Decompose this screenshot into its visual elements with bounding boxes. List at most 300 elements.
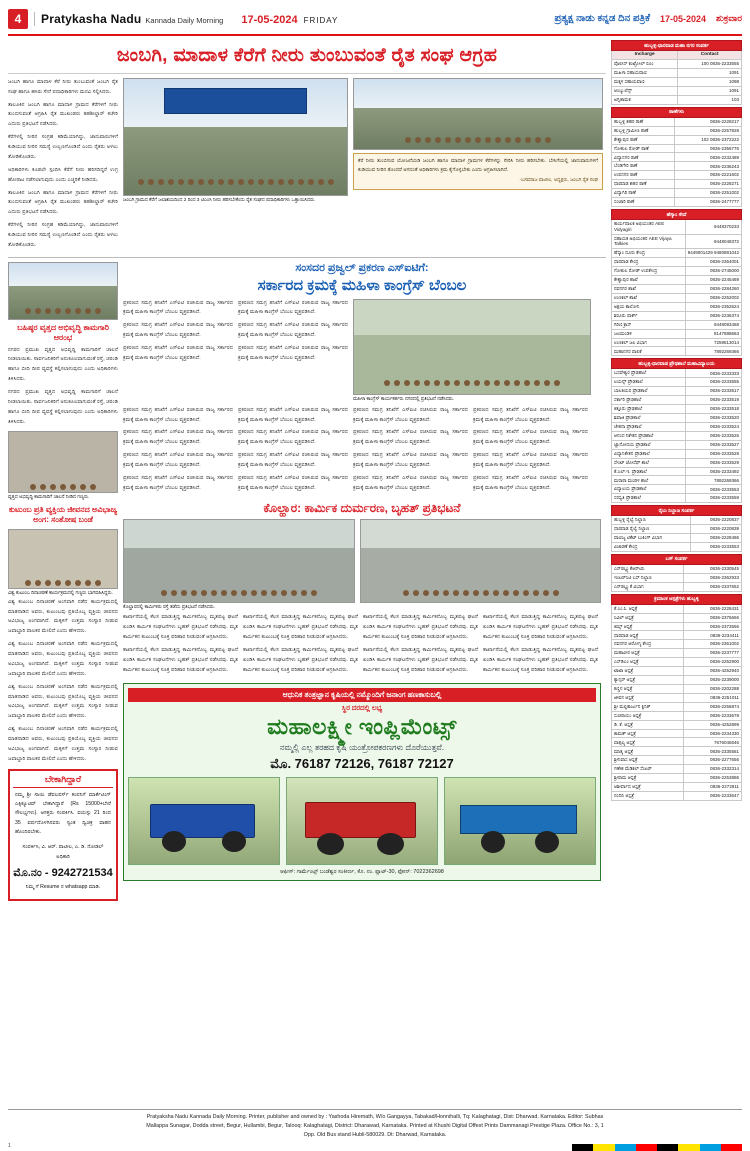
row-label: ವಾಣಿಜ್ಯ ಟಿಕೆಟ್ ಬುಕಿಂಗ್ ವಿಭಾಗ [612,534,691,543]
story-2-col-6 [473,406,588,497]
story-4-headline: ಕೊಲ್ಹಾರ: ಕಾರ್ಮಿಕ ದುರ್ಮರಣ, ಬೃಹತ್ ಪ್ರತಿಭಟನೆ [263,500,461,515]
table-row [612,476,742,485]
story-2-paragraph-2: ಪ್ರಕರಣದ ಸಮಗ್ರ ತನಿಖೆಗೆ ಎಸ್‌ಐಟಿ ರಚಿಸಿರುವ ರಾಜ್ಯ ಸರ್ಕಾರದ ಕ್ರಮಕ್ಕೆ ಮಹಿಳಾ ಕಾಂಗ್ರೆಸ್ ಬೆಂಬಲ ವ್ಯಕ್ತಪಡಿಸಿದೆ. [123,322,233,339]
row-number: 0836-2228217 [674,117,741,126]
row-number: 9448093468 [685,320,741,329]
row-label: ಸರ್ಕಾರಿ ಪ್ರೌಢಶಾಲೆ [612,396,686,405]
story-4-paragraph-6: ಕಾರ್ಖಾನೆಯಲ್ಲಿ ಕೆಲಸ ಮಾಡುತ್ತಿದ್ದ ಕಾರ್ಮಿಕನೊಬ್ಬ ಮೃತಪಟ್ಟ ಘಟನೆ ಖಂಡಿಸಿ ಕಾರ್ಮಿಕ ಸಂಘಟನೆಗಳು ಬೃಹತ್ ಪ್ರತಿಭಟನೆ ನಡೆಸಿದವು. ಮೃತ ಕಾರ್ಮಿಕನ ಕುಟುಂಬಕ್ಕೆ ಸೂಕ್ತ ಪರಿಹಾರ ನೀಡುವಂತೆ ಆಗ್ರಹಿಸಿದರು. [363,647,478,673]
row-label: ಜೀವನ ಆಸ್ಪತ್ರೆ [612,693,684,702]
table-row [612,329,742,338]
footer-page-number: 1 [8,1143,11,1150]
row-number: 102 0836-2372222 [674,135,741,144]
table-row [612,516,742,525]
table-row [612,162,742,171]
table-row [612,738,742,747]
table-row [612,467,742,476]
table-row [612,405,742,414]
story-2-paragraph-1: ಪ್ರಕರಣದ ಸಮಗ್ರ ತನಿಖೆಗೆ ಎಸ್‌ಐಟಿ ರಚಿಸಿರುವ ರಾಜ್ಯ ಸರ್ಕಾರದ ಕ್ರಮಕ್ಕೆ ಮಹಿಳಾ ಕಾಂಗ್ರೆಸ್ ಬೆಂಬಲ ವ್ಯಕ್ತಪಡಿಸಿದೆ. [123,299,233,316]
table-row [612,573,742,582]
story-4-paragraph-1: ಕಾರ್ಖಾನೆಯಲ್ಲಿ ಕೆಲಸ ಮಾಡುತ್ತಿದ್ದ ಕಾರ್ಮಿಕನೊಬ್ಬ ಮೃತಪಟ್ಟ ಘಟನೆ ಖಂಡಿಸಿ ಕಾರ್ಮಿಕ ಸಂಘಟನೆಗಳು ಬೃಹತ್ ಪ್ರತಿಭಟನೆ ನಡೆಸಿದವು. ಮೃತ ಕಾರ್ಮಿಕನ ಕುಟುಂಬಕ್ಕೆ ಸೂಕ್ತ ಪರಿಹಾರ ನೀಡುವಂತೆ ಆಗ್ರಹಿಸಿದರು. [123,614,238,641]
table-row [612,458,742,467]
table-row [612,711,742,720]
lead-secondary-block [353,78,603,190]
table-row [612,144,742,153]
story-3-headline: ಬಹಿಷ್ಠರ ವೃತ್ತದ ಅಭಿವೃದ್ಧಿ ಕಾಮಗಾರಿ ಆರಂಭ [17,322,109,343]
table-row [612,658,742,667]
row-number: 0836-2233520 [685,413,741,422]
masthead-date-kannada: 17-05-2024 [660,13,707,24]
row-number: 0836-2234330 [684,729,742,738]
row-label: ವಿದ್ಯಾಲಯ ಪ್ರೌಢಶಾಲೆ [612,485,686,494]
page-footer [8,1109,742,1151]
table-row [612,485,742,494]
row-label: ಶಿರೂರು ಪಾರ್ಕ್ [612,311,686,320]
row-label: ನವನಗರ ಆರೋಗ್ಯ ಕೇಂದ್ರ [612,640,684,649]
lead-photo-block [123,78,348,205]
directory-title-3: ಹೆಸ್ಕಾಂ ಸೇವೆ [612,210,742,220]
story-2-band [123,299,601,404]
directory-table-5 [611,505,742,552]
row-label: ಆಶೀರ್ವಾದ ಆಸ್ಪತ್ರೆ [612,783,684,792]
table-row [612,234,742,249]
row-number: 0836-2362933 [684,573,742,582]
row-label: ಜಲಮಂಡಳಿ [612,329,686,338]
row-number: 0836-2284260 [685,285,741,294]
row-label: ವಿಚಾರಣೆ ಕೇಂದ್ರ [612,542,691,551]
table-row [612,440,742,449]
directory-title-4: ಹುಬ್ಬಳ್ಳಿ-ಧಾರವಾಡ ಪ್ರೌಢಶಾಲೆ ಮಹಾವಿದ್ಯಾಲಯ [612,359,742,369]
story-4-paragraph-8: ಕಾರ್ಖಾನೆಯಲ್ಲಿ ಕೆಲಸ ಮಾಡುತ್ತಿದ್ದ ಕಾರ್ಮಿಕನೊಬ್ಬ ಮೃತಪಟ್ಟ ಘಟನೆ ಖಂಡಿಸಿ ಕಾರ್ಮಿಕ ಸಂಘಟನೆಗಳು ಬೃಹತ್ ಪ್ರತಿಭಟನೆ ನಡೆಸಿದವು. ಮೃತ ಕಾರ್ಮಿಕನ ಕುಟುಂಬಕ್ಕೆ ಸೂಕ್ತ ಪರಿಹಾರ ನೀಡುವಂತೆ ಆಗ್ರಹಿಸಿದರು. [483,647,598,673]
row-label: ಧಾರವಾಡ ರೈಲ್ವೆ ನಿಲ್ದಾಣ [612,525,691,534]
story-2-paragraph-13: ಪ್ರಕರಣದ ಸಮಗ್ರ ತನಿಖೆಗೆ ಎಸ್‌ಐಟಿ ರಚಿಸಿರುವ ರಾಜ್ಯ ಸರ್ಕಾರದ ಕ್ರಮಕ್ಕೆ ಮಹಿಳಾ ಕಾಂಗ್ರೆಸ್ ಬೆಂಬಲ ವ್ಯಕ್ತಪಡಿಸಿದೆ. [238,452,348,469]
row-number: 0836-2228431 [684,604,742,613]
row-label: ಲಯನ್ಸ್ ಪ್ರೌಢಶಾಲೆ [612,378,686,387]
table-row [612,267,742,276]
directory-table-7 [611,594,742,801]
story-2-paragraph-22: ಪ್ರಕರಣದ ಸಮಗ್ರ ತನಿಖೆಗೆ ಎಸ್‌ಐಟಿ ರಚಿಸಿರುವ ರಾಜ್ಯ ಸರ್ಕಾರದ ಕ್ರಮಕ್ಕೆ ಮಹಿಳಾ ಕಾಂಗ್ರೆಸ್ ಬೆಂಬಲ ವ್ಯಕ್ತಪಡಿಸಿದೆ. [473,474,588,491]
row-number: 0836-2252002 [685,293,741,302]
row-label: ಸಹಾಯಕ ಅಭಿಯಂತರ AEE Vijaya Talkies [612,234,686,249]
row-label: ಆನಂದ ನಿಕೇತನ ಪ್ರೌಢಶಾಲೆ [612,431,686,440]
row-number: 7676046646 [684,738,742,747]
table-row [612,747,742,756]
row-label: ವಾತ್ಸಲ್ಯ ಆಸ್ಪತ್ರೆ [612,738,684,747]
story-2-paragraph-6: ಪ್ರಕರಣದ ಸಮಗ್ರ ತನಿಖೆಗೆ ಎಸ್‌ಐಟಿ ರಚಿಸಿರುವ ರಾಜ್ಯ ಸರ್ಕಾರದ ಕ್ರಮಕ್ಕೆ ಮಹಿಳಾ ಕಾಂಗ್ರೆಸ್ ಬೆಂಬಲ ವ್ಯಕ್ತಪಡಿಸಿದೆ. [238,345,348,361]
row-number: 7892269366 [685,347,741,356]
story-2-col-4 [238,406,348,497]
story-3-photo-caption: ವೃತ್ತದ ಅಭಿವೃದ್ಧಿ ಕಾಮಗಾರಿಗೆ ಚಾಲನೆ ನೀಡಿದ ಗಣ್ಯರು. [8,494,90,500]
row-number: 0836-2228486 [691,534,742,543]
story-4-col-4 [483,613,598,678]
table-row [612,631,742,640]
row-label: ಶಿವಾಜಿ ಪ್ರೌಢಶಾಲೆ [612,413,686,422]
row-number: 0836-2233678 [684,711,742,720]
table-row [612,525,742,534]
row-label: ಟಾಟಾ ಆಸ್ಪತ್ರೆ [612,667,684,676]
row-number: 0836-2233527 [685,440,741,449]
color-registration-bar [572,1144,742,1151]
story-2-photo [353,299,591,395]
row-number: 0836-2356776 [674,144,741,153]
publication-title-kannada: ಪ್ರತ್ಯಕ್ಷ ನಾಡು ಕನ್ನಡ ದಿನ ಪತ್ರಿಕೆ [554,13,650,24]
row-label: ಪೊಲೀಸ್ ಕಂಟ್ರೋಲ್ ರೂಂ [612,60,678,69]
directory-body-1 [612,60,742,105]
table-row [612,387,742,396]
advert-brand-name: ಮಹಾಲಕ್ಷ್ಮೀ ಇಂಪ್ಲಿಮೆಂಟ್ಸ್ [267,713,457,739]
row-label: ಬಸವೇಶ್ವರ ಪ್ರೌಢಶಾಲೆ [612,369,686,378]
story-4-paragraph-7: ಕಾರ್ಖಾನೆಯಲ್ಲಿ ಕೆಲಸ ಮಾಡುತ್ತಿದ್ದ ಕಾರ್ಮಿಕನೊಬ್ಬ ಮೃತಪಟ್ಟ ಘಟನೆ ಖಂಡಿಸಿ ಕಾರ್ಮಿಕ ಸಂಘಟನೆಗಳು ಬೃಹತ್ ಪ್ರತಿಭಟನೆ ನಡೆಸಿದವು. ಮೃತ ಕಾರ್ಮಿಕನ ಕುಟುಂಬಕ್ಕೆ ಸೂಕ್ತ ಪರಿಹಾರ ನೀಡುವಂತೆ ಆಗ್ರಹಿಸಿದರು. [483,614,598,641]
story-2-headline: ಸರ್ಕಾರದ ಕ್ರಮಕ್ಕೆ ಮಹಿಳಾ ಕಾಂಗ್ರೆಸ್ ಬೆಂಬಲ [257,276,467,294]
row-number: 0836-2233529 [685,458,741,467]
row-number: 0836-2233555 [685,378,741,387]
advert-tagline: ನಮ್ಮಲ್ಲಿ ಎಲ್ಲ ತರಹದ ಕೃಷಿ ಯಂತ್ರೋಪಕರಣಗಳು ದೊರೆಯುತ್ತವೆ. [279,742,445,752]
story-5-paragraph-1: ವಿಶ್ವ ಕುಟುಂಬ ದಿನಾಚರಣೆ ಅಂಗವಾಗಿ ನಡೆದ ಕಾರ್ಯಕ್ರಮದಲ್ಲಿ ಮಾತನಾಡಿದ ಅವರು, ಕುಟುಂಬವು ಪ್ರತಿಯೊಬ್ಬ ವ್ಯಕ್ತಿಯ ಜೀವನದ ಅವಿಭಾಜ್ಯ ಅಂಗವಾಗಿದೆ. ಮಕ್ಕಳಿಗೆ ಉತ್ತಮ ಸಂಸ್ಕಾರ ನೀಡುವ ಜವಾಬ್ದಾರಿ ಪಾಲಕರ ಮೇಲಿದೆ ಎಂದು ಹೇಳಿದರು. [8,598,118,635]
editorial-zone [8,40,606,1105]
classified-body: ನಮ್ಮ ಶ್ರೀ ಸಾಯಿ ಡೆವಲಪರ್ಸ್ ಕಂಪನಿಗೆ ಮಾರ್ಕೆಟಿಂಗ್ ಎಕ್ಸಿಕ್ಯೂಟಿವ್ ಬೇಕಾಗಿದ್ದಾರೆ (Rs 15000+ಬೇರೆ ಸೌಲಭ್ಯಗಳು). ಆಸಕ್ತರು ಸಂಪರ್ಕಿಸಿ. ವಯಸ್ಸು 21 ರಿಂದ 35 ವರ್ಷದೊಳಗಿನವರು ಸ್ವಂತ ದ್ವಿಚಕ್ರ ವಾಹನ ಹೊಂದಿರಬೇಕು. [15,791,111,836]
story-4-photo-caption: ಕೊಲ್ಹಾರದಲ್ಲಿ ಕಾರ್ಮಿಕರು ರಸ್ತೆ ತಡೆದು ಪ್ರತಿಭಟನೆ ನಡೆಸಿದರು. [123,605,216,611]
story-5-headline: ಕುಟುಂಬ ಪ್ರತಿ ವ್ಯಕ್ತಿಯ ಜೀವನದ ಅವಿಭಾಜ್ಯ ಅಂಗ: ಸಂತೋಷ ಬಂಡೆ [8,504,118,525]
center-column [123,262,601,881]
row-number: 100 0836-2233555 [678,60,742,69]
table-row [612,78,742,87]
table-row [612,396,742,405]
table-row [612,613,742,622]
directory-body-4 [612,369,742,503]
story-2-photo-block [353,299,591,404]
row-label: ಕೇಶ್ವಾಪುರ ಶಾಖೆ [612,276,686,285]
row-number: 9449001429 9480881042 [685,249,741,258]
row-number: 0836-2245469 [685,276,741,285]
row-number: 0836-2277656 [684,756,742,765]
table-row [612,276,742,285]
row-number: 0836-2233553 [685,485,741,494]
table-row [612,293,742,302]
row-number: 0836-2745000 [685,267,741,276]
row-number: 0836-2233519 [685,396,741,405]
directory-table-1 [611,40,742,105]
advert-product-images [128,777,596,865]
story-4-band [123,519,601,603]
row-label: ಕಿತ್ತೂರು ಪ್ರೌಢಶಾಲೆ [612,405,686,414]
story-2-kicker: ಸಂಸದರ ಪ್ರಜ್ವಲ್ ಪ್ರಕರಣ ಎಸ್‌ಐಟಿಗೆ: [295,261,429,274]
row-number: 7892269366 [685,476,741,485]
story-4-photo [123,519,355,603]
advert-footer: ಆಫೀಸ್: ಗಾರ್ಮೆಂಟ್ಸ್ ಬಂಡೆಶ್ವರ ಸಂಕೀರ್ಣ, ಕೊ. ನಂ. ಪ್ಲಾಟ್-30, ಫೋನ್: 7022362698 [280,868,444,875]
table-row [612,60,742,69]
row-number: 0836-2253886 [684,774,742,783]
row-number: 0836-2373556 [684,622,742,631]
advert-product-image-1 [128,777,280,865]
row-number: 0836-2272811 [684,783,742,792]
row-number: 0836-2233524 [685,422,741,431]
story-2-paragraph-9: ಪ್ರಕರಣದ ಸಮಗ್ರ ತನಿಖೆಗೆ ಎಸ್‌ಐಟಿ ರಚಿಸಿರುವ ರಾಜ್ಯ ಸರ್ಕಾರದ ಕ್ರಮಕ್ಕೆ ಮಹಿಳಾ ಕಾಂಗ್ರೆಸ್ ಬೆಂಬಲ ವ್ಯಕ್ತಪಡಿಸಿದೆ. [123,452,233,469]
table-row [612,534,742,543]
table-row [612,564,742,573]
classified-phone: ಮೊ.ನಂ - 9242721534 [13,867,113,880]
row-label: ಇಂಟರ್‌ಸಿಟಿ ಬಸ್ ನಿಲ್ದಾಣ [612,573,684,582]
directory-col-incharge: Incharge [612,51,678,60]
classified-heading: ಬೇಕಾಗಿದ್ದಾರೆ [13,774,113,788]
table-row [612,285,742,294]
row-number: 0836-2257828 [674,126,741,135]
row-label: ಮಕ್ಕಳ ಸಹಾಯವಾಣಿ [612,78,678,87]
row-number: 0836-2239000 [684,676,742,685]
classified-note: ನಿಮ್ಮ ಗೆ Resume ನ whatsapp ಮಾಡಿ. [25,884,101,891]
row-label: ಗಿರಿಣಿ ಕ್ರಾಸ್ [612,320,686,329]
display-advert [123,683,601,881]
story-2-paragraph-16: ಪ್ರಕರಣದ ಸಮಗ್ರ ತನಿಖೆಗೆ ಎಸ್‌ಐಟಿ ರಚಿಸಿರುವ ರಾಜ್ಯ ಸರ್ಕಾರದ ಕ್ರಮಕ್ಕೆ ಮಹಿಳಾ ಕಾಂಗ್ರೆಸ್ ಬೆಂಬಲ ವ್ಯಕ್ತಪಡಿಸಿದೆ. [353,429,468,446]
advert-product-image-2 [286,777,438,865]
row-number: 0836-2352624 [685,302,741,311]
row-label: ಧಾರವಾಡ ಆಸ್ಪತ್ರೆ [612,631,684,640]
row-label: ಮರಾಠಾ ಮಂಡಳ ಶಾಲೆ [612,476,686,485]
row-number: 1091 [678,69,742,78]
row-label: ಎಸ್‌ಡಿಎಂ ಆಸ್ಪತ್ರೆ [612,658,684,667]
imprint-line-2: Mallappa Sunagar, Dodda street, Begur, Hullambi, Begur, Talooq: Kalaghatagi, District: Dharawad, Karnataka. Printed at Khushi Digital Offest Prints Dammanagi Prestige Plaza. Office No.: 3, 1 [146,1122,604,1129]
story-2-paragraph-12: ಪ್ರಕರಣದ ಸಮಗ್ರ ತನಿಖೆಗೆ ಎಸ್‌ಐಟಿ ರಚಿಸಿರುವ ರಾಜ್ಯ ಸರ್ಕಾರದ ಕ್ರಮಕ್ಕೆ ಮಹಿಳಾ ಕಾಂಗ್ರೆಸ್ ಬೆಂಬಲ ವ್ಯಕ್ತಪಡಿಸಿದೆ. [238,429,348,446]
story-3-photo-2 [8,431,118,493]
table-row [612,783,742,792]
advert-phone: ಮೊ. 76187 72126, 76187 72127 [270,755,454,771]
story-4-photo-block-2 [360,519,601,603]
table-row [612,369,742,378]
row-label: ಮಹಾನಗರ ಪಾಲಿಕೆ [612,347,686,356]
table-row [612,198,742,207]
masthead [8,6,742,36]
table-row [612,684,742,693]
row-label: ಬೆಂಡಿಗೇರಿ ಠಾಣೆ [612,162,675,171]
row-label: ಸರಸ್ವತಿ ಪ್ರೌಢಶಾಲೆ [612,494,686,503]
row-label: ಅಕ್ಷಯ ಕಾಲೋನಿ [612,302,686,311]
story-2-paragraph-10: ಪ್ರಕರಣದ ಸಮಗ್ರ ತನಿಖೆಗೆ ಎಸ್‌ಐಟಿ ರಚಿಸಿರುವ ರಾಜ್ಯ ಸರ್ಕಾರದ ಕ್ರಮಕ್ಕೆ ಮಹಿಳಾ ಕಾಂಗ್ರೆಸ್ ಬೆಂಬಲ ವ್ಯಕ್ತಪಡಿಸಿದೆ. [123,474,233,491]
table-row [612,774,742,783]
directory-table-6 [611,554,742,592]
lead-paragraph-3: ಕೆರೆಗಳಲ್ಲಿ ನೀರಿನ ಸಂಗ್ರಹ ಕಡಿಮೆಯಾಗಿದ್ದು, ಜಾನುವಾರುಗಳಿಗೆ ಕುಡಿಯುವ ನೀರಿನ ಸಮಸ್ಯೆ ಉಲ್ಬಣಗೊಂಡಿದೆ ಎಂದು ರೈತರು ಅಳಲು ತೋಡಿಕೊಂಡರು. [8,134,118,160]
table-row [612,378,742,387]
row-number: 0836-2251002 [674,189,741,198]
row-label: ನವನಗರ ಶಾಖೆ [612,285,686,294]
table-row [612,720,742,729]
classified-contact-person: ಸಂಪರ್ಕಿಸಿ, ವಿ. ಆರ್. ಪಾಟೀಲ, ಎ. ಡಿ. ನೋಡಲ್ ಅಧಿಕಾರಿ [22,844,104,860]
story-2-paragraph-18: ಪ್ರಕರಣದ ಸಮಗ್ರ ತನಿಖೆಗೆ ಎಸ್‌ಐಟಿ ರಚಿಸಿರುವ ರಾಜ್ಯ ಸರ್ಕಾರದ ಕ್ರಮಕ್ಕೆ ಮಹಿಳಾ ಕಾಂಗ್ರೆಸ್ ಬೆಂಬಲ ವ್ಯಕ್ತಪಡಿಸಿದೆ. [353,474,468,491]
row-label: ಆಂಬ್ಯುಲೆನ್ಸ್ [612,86,678,95]
story-2-col-3 [123,406,233,497]
row-number: 0836-2477777 [674,198,741,207]
table-row [612,542,742,551]
row-label: ಸುಚಿರಾಯು ಆಸ್ಪತ್ರೆ [612,711,684,720]
story-4-paragraph-2: ಕಾರ್ಖಾನೆಯಲ್ಲಿ ಕೆಲಸ ಮಾಡುತ್ತಿದ್ದ ಕಾರ್ಮಿಕನೊಬ್ಬ ಮೃತಪಟ್ಟ ಘಟನೆ ಖಂಡಿಸಿ ಕಾರ್ಮಿಕ ಸಂಘಟನೆಗಳು ಬೃಹತ್ ಪ್ರತಿಭಟನೆ ನಡೆಸಿದವು. ಮೃತ ಕಾರ್ಮಿಕನ ಕುಟುಂಬಕ್ಕೆ ಸೂಕ್ತ ಪರಿಹಾರ ನೀಡುವಂತೆ ಆಗ್ರಹಿಸಿದರು. [123,647,238,673]
table-row [612,117,742,126]
story-2-paragraph-5: ಪ್ರಕರಣದ ಸಮಗ್ರ ತನಿಖೆಗೆ ಎಸ್‌ಐಟಿ ರಚಿಸಿರುವ ರಾಜ್ಯ ಸರ್ಕಾರದ ಕ್ರಮಕ್ಕೆ ಮಹಿಳಾ ಕಾಂಗ್ರೆಸ್ ಬೆಂಬಲ ವ್ಯಕ್ತಪಡಿಸಿದೆ. [238,322,348,339]
story-2-col-1 [123,299,233,367]
row-number: 0836-2332314 [684,765,742,774]
row-label: ಹುಬ್ಬಳ್ಳಿ ರೈಲ್ವೆ ನಿಲ್ದಾಣ [612,516,691,525]
story-4-paragraph-3: ಕಾರ್ಖಾನೆಯಲ್ಲಿ ಕೆಲಸ ಮಾಡುತ್ತಿದ್ದ ಕಾರ್ಮಿಕನೊಬ್ಬ ಮೃತಪಟ್ಟ ಘಟನೆ ಖಂಡಿಸಿ ಕಾರ್ಮಿಕ ಸಂಘಟನೆಗಳು ಬೃಹತ್ ಪ್ರತಿಭಟನೆ ನಡೆಸಿದವು. ಮೃತ ಕಾರ್ಮಿಕನ ಕುಟುಂಬಕ್ಕೆ ಸೂಕ್ತ ಪರಿಹಾರ ನೀಡುವಂತೆ ಆಗ್ರಹಿಸಿದರು. [243,614,358,641]
directory-rail [611,40,742,1105]
table-row [612,431,742,440]
table-row [612,756,742,765]
row-label: ಶ್ರೀರಾಮ ಆಸ್ಪತ್ರೆ [612,774,684,783]
story-2-paragraph-17: ಪ್ರಕರಣದ ಸಮಗ್ರ ತನಿಖೆಗೆ ಎಸ್‌ಐಟಿ ರಚಿಸಿರುವ ರಾಜ್ಯ ಸರ್ಕಾರದ ಕ್ರಮಕ್ಕೆ ಮಹಿಳಾ ಕಾಂಗ್ರೆಸ್ ಬೆಂಬಲ ವ್ಯಕ್ತಪಡಿಸಿದೆ. [353,452,468,469]
row-number: 0836-2233526 [685,431,741,440]
row-number: 0836-2233528 [685,449,741,458]
advert-sub-banner: ಸ್ಥಿರ ದರದಲ್ಲಿ ಲಭ್ಯ [341,704,383,712]
table-row [612,449,742,458]
lead-text-column [8,78,118,254]
row-number: 0836-2221602 [674,171,741,180]
imprint-line-1: Pratyaksha Nadu Kannada Daily Morning. Printer, publisher and owned by : Yashoda Hiremath, W/o Gangayya, Tabakad/Honnihalli, Tq: Kalaghatagi, Dist: Dharwad. Karnataka. Editor: Subhas [146,1114,604,1120]
table-row [612,582,742,591]
table-row [612,604,742,613]
lead-inset-signature: -ಬಸವರಾಜ ಪಾಟೀಲ, ಅಧ್ಯಕ್ಷರು, ಜಂಬಗಿ ರೈತ ಸಂಘ [519,178,598,184]
story-4-photo-block [123,519,355,603]
row-number: 0836-2202288 [684,684,742,693]
table-row [612,640,742,649]
lead-paragraph-5: ತಾಲೂಕಿನ ಜಂಬಗಿ ಹಾಗೂ ಮಾದಾಳ ಗ್ರಾಮದ ಕೆರೆಗಳಿಗೆ ನೀರು ತುಂಬಿಸುವಂತೆ ಆಗ್ರಹಿಸಿ ರೈತ ಮುಖಂಡರು ತಹಶೀಲ್ದಾರ್ ಕಚೇರಿ ಎದುರು ಪ್ರತಿಭಟನೆ ನಡೆಸಿದರು. [8,189,118,216]
advert-top-banner: ಆಧುನಿಕ ತಂತ್ರಜ್ಞಾನ ಕೃಷಿಯಲ್ಲಿ ನಮ್ಮೊಂದಿಗೆ ಜನಾಂಗ ಹಣಕಾಸುಬಲ್ಲಿ [128,688,596,702]
lead-photo [123,78,348,196]
story-4-paragraph-4: ಕಾರ್ಖಾನೆಯಲ್ಲಿ ಕೆಲಸ ಮಾಡುತ್ತಿದ್ದ ಕಾರ್ಮಿಕನೊಬ್ಬ ಮೃತಪಟ್ಟ ಘಟನೆ ಖಂಡಿಸಿ ಕಾರ್ಮಿಕ ಸಂಘಟನೆಗಳು ಬೃಹತ್ ಪ್ರತಿಭಟನೆ ನಡೆಸಿದವು. ಮೃತ ಕಾರ್ಮಿಕನ ಕುಟುಂಬಕ್ಕೆ ಸೂಕ್ತ ಪರಿಹಾರ ನೀಡುವಂತೆ ಆಗ್ರಹಿಸಿದರು. [243,647,358,673]
table-row [612,667,742,676]
row-label: ಉಪನಗರ ಠಾಣೆ [612,171,675,180]
row-number: 0836-2233517 [685,387,741,396]
row-label: ಹೆಸ್ಕಾಂ ದೂರು ಕೇಂದ್ರ [612,249,686,258]
row-label: ಮಾತೃ ಆಸ್ಪತ್ರೆ [612,747,684,756]
story-2-paragraph-8: ಪ್ರಕರಣದ ಸಮಗ್ರ ತನಿಖೆಗೆ ಎಸ್‌ಐಟಿ ರಚಿಸಿರುವ ರಾಜ್ಯ ಸರ್ಕಾರದ ಕ್ರಮಕ್ಕೆ ಮಹಿಳಾ ಕಾಂಗ್ರೆಸ್ ಬೆಂಬಲ ವ್ಯಕ್ತಪಡಿಸಿದೆ. [123,429,233,446]
row-number: 1098 [678,78,742,87]
directory-body-2 [612,117,742,206]
row-label: ಅಗ್ನಿಶಾಮಕ [612,95,678,104]
table-row [612,338,742,347]
lead-paragraph-4: ಅಧಿಕಾರಿಗಳು ಕೂಡಲೇ ಸ್ಪಂದಿಸಿ ಕೆರೆಗೆ ನೀರು ಹರಿಸದಿದ್ದರೆ ಉಗ್ರ ಹೋರಾಟ ನಡೆಸಲಾಗುವುದು ಎಂದು ಎಚ್ಚರಿಕೆ ನೀಡಿದರು. [8,166,118,183]
masthead-day-kannada: ಶುಕ್ರವಾರ [716,13,742,23]
table-row [612,676,742,685]
story-2-photo-caption: ಮಹಿಳಾ ಕಾಂಗ್ರೆಸ್ ಕಾರ್ಯಕರ್ತರು ನಗರದಲ್ಲಿ ಪ್ರತಿಭಟನೆ ನಡೆಸಿದರು. [353,396,455,402]
table-row [612,258,742,267]
table-row [612,126,742,135]
story-2-paragraph-21: ಪ್ರಕರಣದ ಸಮಗ್ರ ತನಿಖೆಗೆ ಎಸ್‌ಐಟಿ ರಚಿಸಿರುವ ರಾಜ್ಯ ಸರ್ಕಾರದ ಕ್ರಮಕ್ಕೆ ಮಹಿಳಾ ಕಾಂಗ್ರೆಸ್ ಬೆಂಬಲ ವ್ಯಕ್ತಪಡಿಸಿದೆ. [473,452,588,469]
story-2-paragraph-15: ಪ್ರಕರಣದ ಸಮಗ್ರ ತನಿಖೆಗೆ ಎಸ್‌ಐಟಿ ರಚಿಸಿರುವ ರಾಜ್ಯ ಸರ್ಕಾರದ ಕ್ರಮಕ್ಕೆ ಮಹಿಳಾ ಕಾಂಗ್ರೆಸ್ ಬೆಂಬಲ ವ್ಯಕ್ತಪಡಿಸಿದೆ. [353,406,468,423]
table-row [612,622,742,631]
table-row [612,220,742,235]
table-row [612,180,742,189]
story-3-paragraph-2: ನಗರದ ಪ್ರಮುಖ ವೃತ್ತದ ಅಭಿವೃದ್ಧಿ ಕಾಮಗಾರಿಗೆ ಚಾಲನೆ ನೀಡಲಾಯಿತು. ಸಾರ್ವಜನಿಕರಿಗೆ ಅನುಕೂಲವಾಗುವಂತೆ ರಸ್ತೆ, ಚರಂಡಿ ಹಾಗೂ ಬೀದಿ ದೀಪ ವ್ಯವಸ್ಥೆ ಕಲ್ಪಿಸಲಾಗುವುದು ಎಂದು ಅಧಿಕಾರಿಗಳು ತಿಳಿಸಿದರು. [8,389,118,425]
story-2-col-5 [353,406,468,497]
row-number: 0836-2233492 [685,467,741,476]
directory-title-2: ಠಾಣೆಗಳು [612,107,742,117]
directory-table-4 [611,358,742,503]
lead-story [8,78,606,254]
row-label: ಡಿ. ಕೆ. ಆಸ್ಪತ್ರೆ [612,720,684,729]
row-label: ಮಹಿಳಾ ಸಹಾಯವಾಣಿ [612,69,678,78]
row-label: ಉಣಕಲ್ ಶಾಖೆ [612,293,686,302]
story-4-col-2 [243,613,358,678]
lead-inset-box [353,153,603,190]
table-row [612,729,742,738]
row-number: 9448370233 [685,220,741,235]
row-number: 0836-2234411 [684,631,742,640]
row-label: ಕಾರ್ಯಪಾಲಕ ಅಭಿಯಂತರ AEE Vidyagiri [612,220,686,235]
row-number: 9448048372 [685,234,741,249]
row-label: ಕೇಶ್ವಾಪುರ ಠಾಣೆ [612,135,675,144]
row-number: 0836-2233333 [685,369,741,378]
table-row [612,69,742,78]
lead-photo-caption: ಜಂಬಗಿ ಗ್ರಾಮದ ಕೆರೆಗೆ ಜಲಾಶಯದಿಂದ 2 ರಿಂದ 3 ಟಿಎಂಸಿ ನೀರು ಹರಿಸಬೇಕೆಂದು ರೈತ ಸಂಘದ ಪದಾಧಿಕಾರಿಗಳು ಒತ್ತಾಯಿಸಿದರು. [123,197,316,203]
row-label: ಕ್ಯಾನ್ಸರ್ ಆಸ್ಪತ್ರೆ [612,676,684,685]
row-number: 1091 [678,86,742,95]
row-number: 0836-4252940 [684,667,742,676]
story-3-paragraph-1: ನಗರದ ಪ್ರಮುಖ ವೃತ್ತದ ಅಭಿವೃದ್ಧಿ ಕಾಮಗಾರಿಗೆ ಚಾಲನೆ ನೀಡಲಾಯಿತು. ಸಾರ್ವಜನಿಕರಿಗೆ ಅನುಕೂಲವಾಗುವಂತೆ ರಸ್ತೆ, ಚರಂಡಿ ಹಾಗೂ ಬೀದಿ ದೀಪ ವ್ಯವಸ್ಥೆ ಕಲ್ಪಿಸಲಾಗುವುದು ಎಂದು ಅಧಿಕಾರಿಗಳು ತಿಳಿಸಿದರು. [8,346,118,383]
row-number: 0836-2335561 [684,747,742,756]
story-5-photo [8,529,118,589]
row-number: 0836-4252899 [684,720,742,729]
row-label: ಕೆ.ಎಂ.ಸಿ. ಆಸ್ಪತ್ರೆ [612,604,684,613]
row-number: 0836-2251011 [684,693,742,702]
story-5-paragraph-3: ವಿಶ್ವ ಕುಟುಂಬ ದಿನಾಚರಣೆ ಅಂಗವಾಗಿ ನಡೆದ ಕಾರ್ಯಕ್ರಮದಲ್ಲಿ ಮಾತನಾಡಿದ ಅವರು, ಕುಟುಂಬವು ಪ್ರತಿಯೊಬ್ಬ ವ್ಯಕ್ತಿಯ ಜೀವನದ ಅವಿಭಾಜ್ಯ ಅಂಗವಾಗಿದೆ. ಮಕ್ಕಳಿಗೆ ಉತ್ತಮ ಸಂಸ್ಕಾರ ನೀಡುವ ಜವಾಬ್ದಾರಿ ಪಾಲಕರ ಮೇಲಿದೆ ಎಂದು ಹೇಳಿದರು. [8,683,118,720]
directory-title-1: ಹುಬ್ಬಳ್ಳಿ-ಧಾರವಾಡ ಮಹಾ ನಗರ ಸಂಪರ್ಕ [612,41,742,51]
table-row [612,649,742,658]
story-2-paragraph-19: ಪ್ರಕರಣದ ಸಮಗ್ರ ತನಿಖೆಗೆ ಎಸ್‌ಐಟಿ ರಚಿಸಿರುವ ರಾಜ್ಯ ಸರ್ಕಾರದ ಕ್ರಮಕ್ಕೆ ಮಹಿಳಾ ಕಾಂಗ್ರೆಸ್ ಬೆಂಬಲ ವ್ಯಕ್ತಪಡಿಸಿದೆ. [473,406,588,423]
story-5-paragraph-2: ವಿಶ್ವ ಕುಟುಂಬ ದಿನಾಚರಣೆ ಅಂಗವಾಗಿ ನಡೆದ ಕಾರ್ಯಕ್ರಮದಲ್ಲಿ ಮಾತನಾಡಿದ ಅವರು, ಕುಟುಂಬವು ಪ್ರತಿಯೊಬ್ಬ ವ್ಯಕ್ತಿಯ ಜೀವನದ ಅವಿಭಾಜ್ಯ ಅಂಗವಾಗಿದೆ. ಮಕ್ಕಳಿಗೆ ಉತ್ತಮ ಸಂಸ್ಕಾರ ನೀಡುವ ಜವಾಬ್ದಾರಿ ಪಾಲಕರ ಮೇಲಿದೆ ಎಂದು ಹೇಳಿದರು. [8,641,118,677]
row-label: ವಿದ್ಯಾನಗರ ಠಾಣೆ [612,153,675,162]
table-row [612,249,742,258]
story-4-paragraph-5: ಕಾರ್ಖಾನೆಯಲ್ಲಿ ಕೆಲಸ ಮಾಡುತ್ತಿದ್ದ ಕಾರ್ಮಿಕನೊಬ್ಬ ಮೃತಪಟ್ಟ ಘಟನೆ ಖಂಡಿಸಿ ಕಾರ್ಮಿಕ ಸಂಘಟನೆಗಳು ಬೃಹತ್ ಪ್ರತಿಭಟನೆ ನಡೆಸಿದವು. ಮೃತ ಕಾರ್ಮಿಕನ ಕುಟುಂಬಕ್ಕೆ ಸೂಕ್ತ ಪರಿಹಾರ ನೀಡುವಂತೆ ಆಗ್ರಹಿಸಿದರು. [363,614,478,641]
directory-title-6: ಬಸ್ ಸಂಪರ್ಕ [612,554,742,564]
row-number: 0836-2361002 [684,640,742,649]
row-number: 0836-2233518 [685,405,741,414]
row-label: ಗಣೇಶ ಮೆಡಿಕಲ್ ಸೆಂಟರ್ [612,765,684,774]
directory-table-3 [611,209,742,356]
masthead-day: FRIDAY [303,15,339,25]
publication-title: Pratykasha Nadu [41,11,142,26]
row-label: ಉಣಕಲ್ ಜಲ ವಿಭಾಗ [612,338,686,347]
row-number: 8147888663 [685,329,741,338]
lead-secondary-photo [353,78,603,150]
page-body [8,40,742,1105]
table-row [612,153,742,162]
table-row [612,494,742,503]
row-label: ಗೋಕುಲ ರೋಡ್ ಉಪಕೇಂದ್ರ [612,267,686,276]
directory-title-5: ರೈಲು ನಿಲ್ದಾಣ ಸಂಪರ್ಕ [612,506,742,516]
row-number: 0836-2252900 [684,658,742,667]
advert-product-image-3 [444,777,596,865]
table-row [612,413,742,422]
story-2-paragraph-11: ಪ್ರಕರಣದ ಸಮಗ್ರ ತನಿಖೆಗೆ ಎಸ್‌ಐಟಿ ರಚಿಸಿರುವ ರಾಜ್ಯ ಸರ್ಕಾರದ ಕ್ರಮಕ್ಕೆ ಮಹಿಳಾ ಕಾಂಗ್ರೆಸ್ ಬೆಂಬಲ ವ್ಯಕ್ತಪಡಿಸಿದೆ. [238,406,348,423]
story-2-paragraph-20: ಪ್ರಕರಣದ ಸಮಗ್ರ ತನಿಖೆಗೆ ಎಸ್‌ಐಟಿ ರಚಿಸಿರುವ ರಾಜ್ಯ ಸರ್ಕಾರದ ಕ್ರಮಕ್ಕೆ ಮಹಿಳಾ ಕಾಂಗ್ರೆಸ್ ಬೆಂಬಲ ವ್ಯಕ್ತಪಡಿಸಿದೆ. [473,429,588,446]
directory-title-7: ಕ್ರಮಾಂಕ ಆಸ್ಪತ್ರೆಗಳು ಹುಬ್ಬಳ್ಳಿ [612,594,742,604]
story-2-paragraph-4: ಪ್ರಕರಣದ ಸಮಗ್ರ ತನಿಖೆಗೆ ಎಸ್‌ಐಟಿ ರಚಿಸಿರುವ ರಾಜ್ಯ ಸರ್ಕಾರದ ಕ್ರಮಕ್ಕೆ ಮಹಿಳಾ ಕಾಂಗ್ರೆಸ್ ಬೆಂಬಲ ವ್ಯಕ್ತಪಡಿಸಿದೆ. [238,299,348,316]
row-number: 0836-2236374 [685,311,741,320]
story-2-paragraph-7: ಪ್ರಕರಣದ ಸಮಗ್ರ ತನಿಖೆಗೆ ಎಸ್‌ಐಟಿ ರಚಿಸಿರುವ ರಾಜ್ಯ ಸರ್ಕಾರದ ಕ್ರಮಕ್ಕೆ ಮಹಿಳಾ ಕಾಂಗ್ರೆಸ್ ಬೆಂಬಲ ವ್ಯಕ್ತಪಡಿಸಿದೆ. [123,406,233,423]
masthead-kannada-group [554,13,742,24]
row-number: 0836-2228271 [674,180,741,189]
directory-col-contact: Contact [678,51,742,60]
story-3-photo [8,262,118,320]
left-column [8,262,118,901]
imprint-line-3: Opp. Old Bus stand Hubli-580029. Dt: Dharwad, Karnataka. [303,1131,447,1138]
story-4-col-3 [363,613,478,678]
masthead-date: 17-05-2024 [241,13,298,26]
row-number: 0836-2364001 [685,258,741,267]
story-2-col-2 [238,299,348,367]
directory-body-7 [612,604,742,800]
table-row [612,311,742,320]
row-label: ಗೋಕುಲ ರೋಡ್ ಠಾಣೆ [612,144,675,153]
row-label: ನಂದಿನಿ ಆಸ್ಪತ್ರೆ [612,792,684,801]
row-label: ಚೇತನಾ ಪ್ರೌಢಶಾಲೆ [612,422,686,431]
story-5-body [8,598,118,765]
table-row [612,95,742,104]
